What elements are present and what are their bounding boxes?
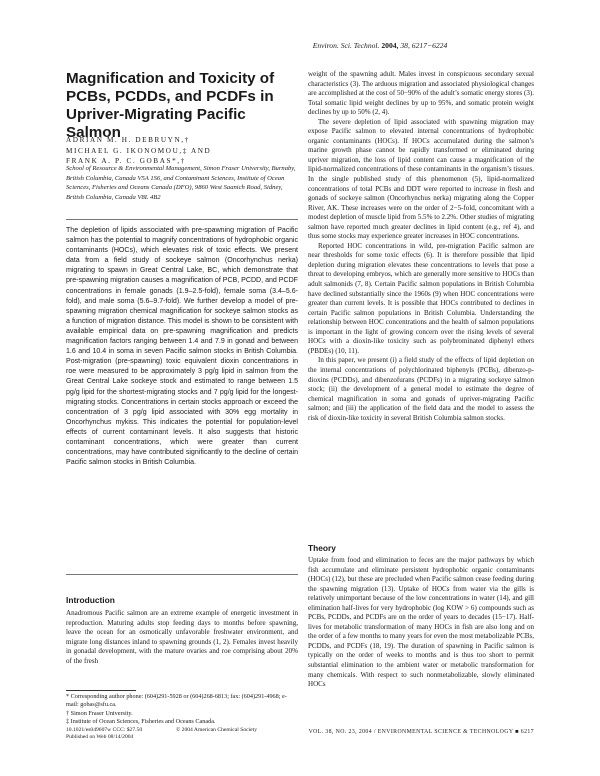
footnote-corresponding-author: * Corresponding author phone: (604)291-5928 or (604)268-6813; fax: (604)291-4968; e-mail: gobas@sfu.ca. <box>66 693 287 709</box>
abstract-rule-bottom <box>66 574 298 575</box>
footer-doi: 10.1021/es049607w CCC: $27.50 <box>66 727 143 733</box>
footnote-sfu: † Simon Fraser University. <box>66 710 133 717</box>
article-title: Magnification and Toxicity of PCBs, PCDDs, and PCDFs in Upriver-Migrating Pacific Salmon <box>66 70 275 141</box>
footnote-rule <box>66 690 136 691</box>
running-header <box>230 41 530 50</box>
journal-volume: 38, <box>400 41 410 50</box>
author-ikonomou: MICHAEL G. IKONOMOU,‡ AND <box>66 146 212 155</box>
journal-name: Environ. Sci. Technol. <box>312 41 380 50</box>
footer-copyright: © 2004 American Chemical Society <box>176 727 257 733</box>
footer-right: VOL. 38, NO. 23, 2004 / ENVIRONMENTAL SCIENCE & TECHNOLOGY ■ 6217 <box>308 729 534 735</box>
theory-paragraph: Uptake from food and elimination to feces are the major pathways by which fish accumulate and eliminate persistent hydrophobic organic contaminants (HOCs) (12), but these are precluded when Pacific salmon cease feeding during the spawning migration (13). Uptake of HOCs from water via the gills is relatively unimportant because of the low concentrations in water (14), and gill elimination half-lives for very hydrophobic (log KOW > 6) compounds such as PCBs, PCDDs, and PCDFs are on the order of years to decades (15−17). Half-lives for metabolic transformation of many HOCs in fish are also long and on the order of a few months to many years for even the most metabolizable PCBs, PCDDs, and PCDFs (18, 19). The duration of spawning in Pacific salmon is typically on the order of weeks to months and is thus too short to permit substantial elimination to the ambient water or metabolic transformation for many chemicals. With respect to such nonmetabolizable, slowly eliminated HOCs <box>308 556 534 689</box>
introduction-heading: Introduction <box>66 595 115 605</box>
right-paragraph-1: weight of the spawning adult. Males invest in conspicuous secondary sexual characteristics (3). The arduous migration and associated physiological changes are accomplished at the cost of 50−90% of the adult’s somatic energy stores (3). Total somatic lipid weight declines by up to 95%, and somatic protein weight declines by up to 50% (2, 4). <box>308 70 534 117</box>
footer-left <box>66 727 142 741</box>
author-list <box>66 135 296 167</box>
footer-published: Published on Web 08/14/2004 <box>66 734 134 741</box>
abstract-rule-top <box>66 219 298 220</box>
journal-year: 2004, <box>381 41 399 50</box>
introduction-text <box>66 609 298 666</box>
right-column <box>308 70 534 423</box>
theory-text <box>308 556 534 690</box>
abstract: The depletion of lipids associated with pre-spawning migration of Pacific salmon has the potential to magnify concentrations of hydrophobic organic contaminants (HOCs), which elevates risk of toxic effects. We present data from a field study of sockeye salmon (Oncorhynchus nerka) migrating to spawn in Great Central Lake, BC, which demonstrate that pre-spawning migration causes a magnification of PCB, PCDD, and PCDF concentrations in female gonads (1.9–2.5-fold), female soma (3.4–5.6-fold), and male soma (5.6–9.7-fold). We further develop a model of pre-spawning migration chemical magnification for sockeye salmon stocks as a function of migration distance. This model is shown to be consistent with available empirical data on pre-spawning magnification and predicts magnification factors ranging between 1.4 and 7.9 in gonad and between 1.6 and 10.4 in soma in seven Pacific salmon stocks in British Columbia. Post-migration (pre-spawning) toxic equivalent dioxin concentrations in roe were measured to be approximately 3 pg/g lipid in salmon from the Great Central Lake sockeye stock and estimated to range between 1.5 pg/g lipid for the shortest-migrating stocks and 7 pg/g lipid for the longest-migrating stocks. Concentrations in certain stocks approach or exceed the concentration of 3 pg/g lipid associated with 30% egg mortality in Oncorhynchus mykiss. This indicates the potential for population-level effects of current contaminant levels. It also suggests that historic contaminant concentrations, which were greater than current concentrations, may have contributed significantly to the decline of certain Pacific salmon stocks in British Columbia. <box>66 227 298 467</box>
author-debruyn: ADRIAN M. H. DEBRUYN,† <box>66 136 190 144</box>
page-range: 6217−6224 <box>411 41 448 50</box>
right-paragraph-4: In this paper, we present (i) a field study of the effects of lipid depletion on the internal concentrations of polychlorinated biphenyls (PCBs), dibenzo-p-dioxins (PCDDs), and dibenzofurans (PCDFs) in a migrating sockeye salmon stock; (ii) the development of a general model to estimate the degree of chemical magnification in soma and gonads of upriver-migrating Pacific salmon; and (iii) the application of the field data and the model to assess the risk of dioxin-like toxicity in several British Columbia salmon stocks. <box>308 356 534 422</box>
right-paragraph-2: The severe depletion of lipid associated with spawning migration may expose Pacific salmon to elevated internal concentrations of hydrophobic organic contaminants (HOCs). If HOCs accumulated during the salmon’s marine growth phase cannot be rapidly transformed or eliminated during upriver migration, the loss of lipid content can cause a magnification of the lipid-normalized concentrations of these contaminants in the organism’s tissues. In the single published study of this phenomenon (5), lipid-normalized concentrations of total PCBs and DDT were reported to increase in flesh and gonads of sockeye salmon (Oncorhynchus nerka) migrating along the Copper River, AK. These increases were on the order of 2−5-fold, concomitant with a modest depletion of muscle lipid from 5.5% to 2.2%. Other studies of migrating salmon have reported much greater declines in lipid content (e.g., ref 4), and thus some stocks may experience greater increases in HOC concentrations. <box>308 117 534 241</box>
footnote-ios: ‡ Institute of Ocean Sciences, Fisheries and Oceans Canada. <box>66 718 216 725</box>
affiliation: School of Resource & Environmental Management, Simon Fraser University, Burnaby, British Columbia, Canada V5A 1S6, and Contaminant Sciences, Institute of Ocean Sciences, Fisheries and Oceans Canada (DFO), 9860 West Saanich Road, Sidney, British Columbia, Canada V8L 4B2 <box>66 165 296 201</box>
theory-heading: Theory <box>308 543 336 553</box>
author-gobas: FRANK A. P. C. GOBAS*,† <box>66 157 186 165</box>
right-paragraph-3: Reported HOC concentrations in wild, pre-migration Pacific salmon are near thresholds for some toxic effects (6). It is therefore possible that lipid depletion during migration elevates these concentrations to levels that pose a threat to developing embryos, which are generally more sensitive to HOCs than adult salmonids (7, 8). Certain Pacific salmon populations in British Columbia have declined substantially since the 1960s (9) when HOC concentrations were greater than current levels. It is possible that HOCs contributed to declines in certain Pacific salmon populations in British Columbia. Understanding the relationship between HOC concentrations and the health of salmon populations is important in the light of growing concern over the rising levels of several HOCs with a dioxin-like toxicity such as polybrominated diphenyl ethers (PBDEs) (10, 11). <box>308 241 534 355</box>
intro-paragraph: Anadromous Pacific salmon are an extreme example of energetic investment in reproduction. Maturing adults stop feeding days to months before spawning, leave the ocean for an osmotically unfavorable freshwater environment, and migrate long distances inland to spawning grounds (1, 2). Females invest heavily in gonadal development, with the mature ovaries and roe comprising about 20% of the fresh <box>66 609 298 665</box>
